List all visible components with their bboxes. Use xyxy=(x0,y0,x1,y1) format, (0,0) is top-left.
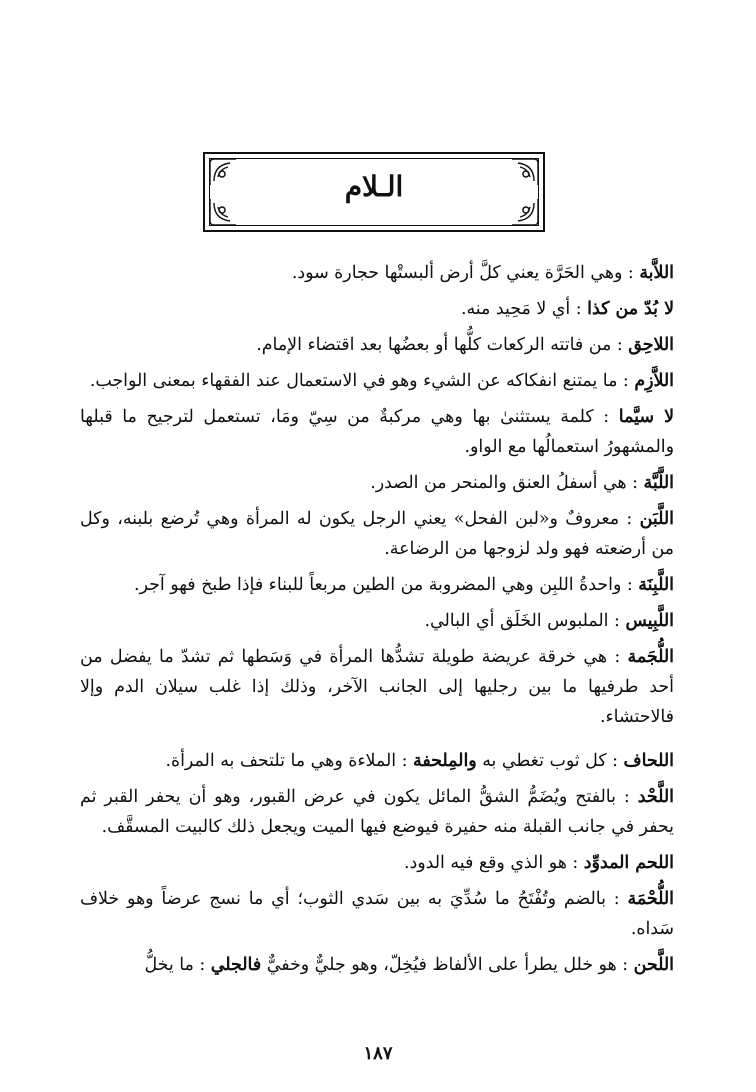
entry xyxy=(80,366,674,396)
definition: الملبوس الخَلَق أي البالي. xyxy=(424,611,609,631)
entry xyxy=(80,330,674,360)
definition: هو خلل يطرأ على الألفاظ فيُخِلّ، وهو جليٌّ وخفيٌّ xyxy=(261,955,617,975)
separator: : xyxy=(566,853,584,873)
headword-secondary: فالجلي xyxy=(210,955,262,975)
headword: اللُّحْمَة xyxy=(627,889,674,909)
headword: اللَّبِنَة xyxy=(638,575,674,595)
entry-list xyxy=(80,258,674,986)
definition: ما يمتنع انفكاكه عن الشيء وهو في الاستعمال عند الفقهاء بمعنى الواجب. xyxy=(89,371,618,391)
separator: : xyxy=(607,647,628,667)
headword-secondary: والمِلحفة xyxy=(413,751,477,771)
headword: اللَّحن xyxy=(633,955,674,975)
separator: : xyxy=(608,611,626,631)
entry xyxy=(80,294,674,324)
entry xyxy=(80,258,674,288)
section-title: الـلام xyxy=(344,170,404,203)
definition: بالضم وتُفْتَحُ ما سُدِّيَ به بين سَدي الثوب؛ أي ما نسج عرضاً وهو خلاف سَداه. xyxy=(80,889,674,939)
definition: كلمة يستثنىٰ بها وهي مركبةٌ من سِيّ ومَا، تستعمل لترجيح ما قبلها والمشهورُ استعمالُها مع الواو. xyxy=(80,407,674,457)
entry xyxy=(80,504,674,564)
entry xyxy=(80,746,674,776)
definition: معروفٌ و«لبن الفحل» يعني الرجل يكون له المرأة وهي تُرضع بلبنه، وكل من أرضعته فهو ولد لزوجها من الرضاعة. xyxy=(80,509,674,559)
headword: اللحم المدوِّد xyxy=(583,853,674,873)
headword: اللاَّبة xyxy=(639,263,674,283)
headword: اللَّبِيس xyxy=(625,611,674,631)
separator: : xyxy=(622,263,640,283)
headword: اللُّجَمة xyxy=(627,647,674,667)
separator: : xyxy=(626,473,644,493)
headword: اللَّبَن xyxy=(639,509,675,529)
headword: لا سيَّما xyxy=(618,407,675,427)
entry xyxy=(80,848,674,878)
entry xyxy=(80,468,674,498)
entry xyxy=(80,402,674,462)
separator: : xyxy=(606,751,624,771)
headword: اللحاف xyxy=(623,751,674,771)
definition: بالفتح ويُضَمُّ الشقُّ المائل يكون في عرض القبور، وهو أن يحفر القبر ثم يحفر في جانب القبلة منه حفيرة فيوضع فيها الميت ويجعل ذلك كالبيت المسقَّف. xyxy=(80,787,674,837)
separator: : xyxy=(615,787,638,807)
separator: : xyxy=(605,889,628,909)
separator: : xyxy=(617,371,635,391)
definition: وهي الحَرَّة يعني كلَّ أرض ألبستْها حجارة سود. xyxy=(291,263,623,283)
definition-secondary: : الملاءة وهي ما تلتحف به المرأة. xyxy=(165,751,414,771)
headword: لا بُدّ من كذا xyxy=(587,299,674,319)
separator: : xyxy=(616,955,634,975)
definition: هي أسفلُ العنق والمنحر من الصدر. xyxy=(370,473,627,493)
definition: هي خرقة عريضة طويلة تشدُّها المرأة في وَسَطها ثم تشدّ ما يفضل من أحد طرفيها ما بين رجليها إلى الجانب الآخر، وذلك إذا غلب سيلان الدم وإلا فالاحتشاء. xyxy=(80,647,674,727)
entry xyxy=(80,570,674,600)
definition-secondary: : ما يخلُّ xyxy=(144,955,211,975)
separator: : xyxy=(593,407,619,427)
definition: هو الذي وقع فيه الدود. xyxy=(403,853,567,873)
separator: : xyxy=(611,335,629,355)
headword: اللاحِق xyxy=(628,335,674,355)
entry xyxy=(80,950,674,980)
headword: اللَّبَّة xyxy=(643,473,674,493)
headword: اللاَّزِم xyxy=(634,371,674,391)
entry xyxy=(80,884,674,944)
definition: كل ثوب تغطي به xyxy=(476,751,607,771)
definition: أي لا مَحِيد منه. xyxy=(460,299,571,319)
page-number: ١٨٧ xyxy=(363,1043,393,1064)
separator: : xyxy=(619,509,640,529)
entry xyxy=(80,782,674,842)
definition: من فاتته الركعات كلُّها أو بعضُها بعد اقتضاء الإمام. xyxy=(256,335,612,355)
separator: : xyxy=(621,575,639,595)
headword: اللَّحْد xyxy=(637,787,674,807)
entry xyxy=(80,642,674,732)
section-title-frame xyxy=(203,152,545,232)
entry xyxy=(80,606,674,636)
definition: واحدةُ اللبِن وهي المضروبة من الطين مربعاً للبناء فإذا طبخ فهو آجر. xyxy=(134,575,622,595)
separator: : xyxy=(570,299,588,319)
